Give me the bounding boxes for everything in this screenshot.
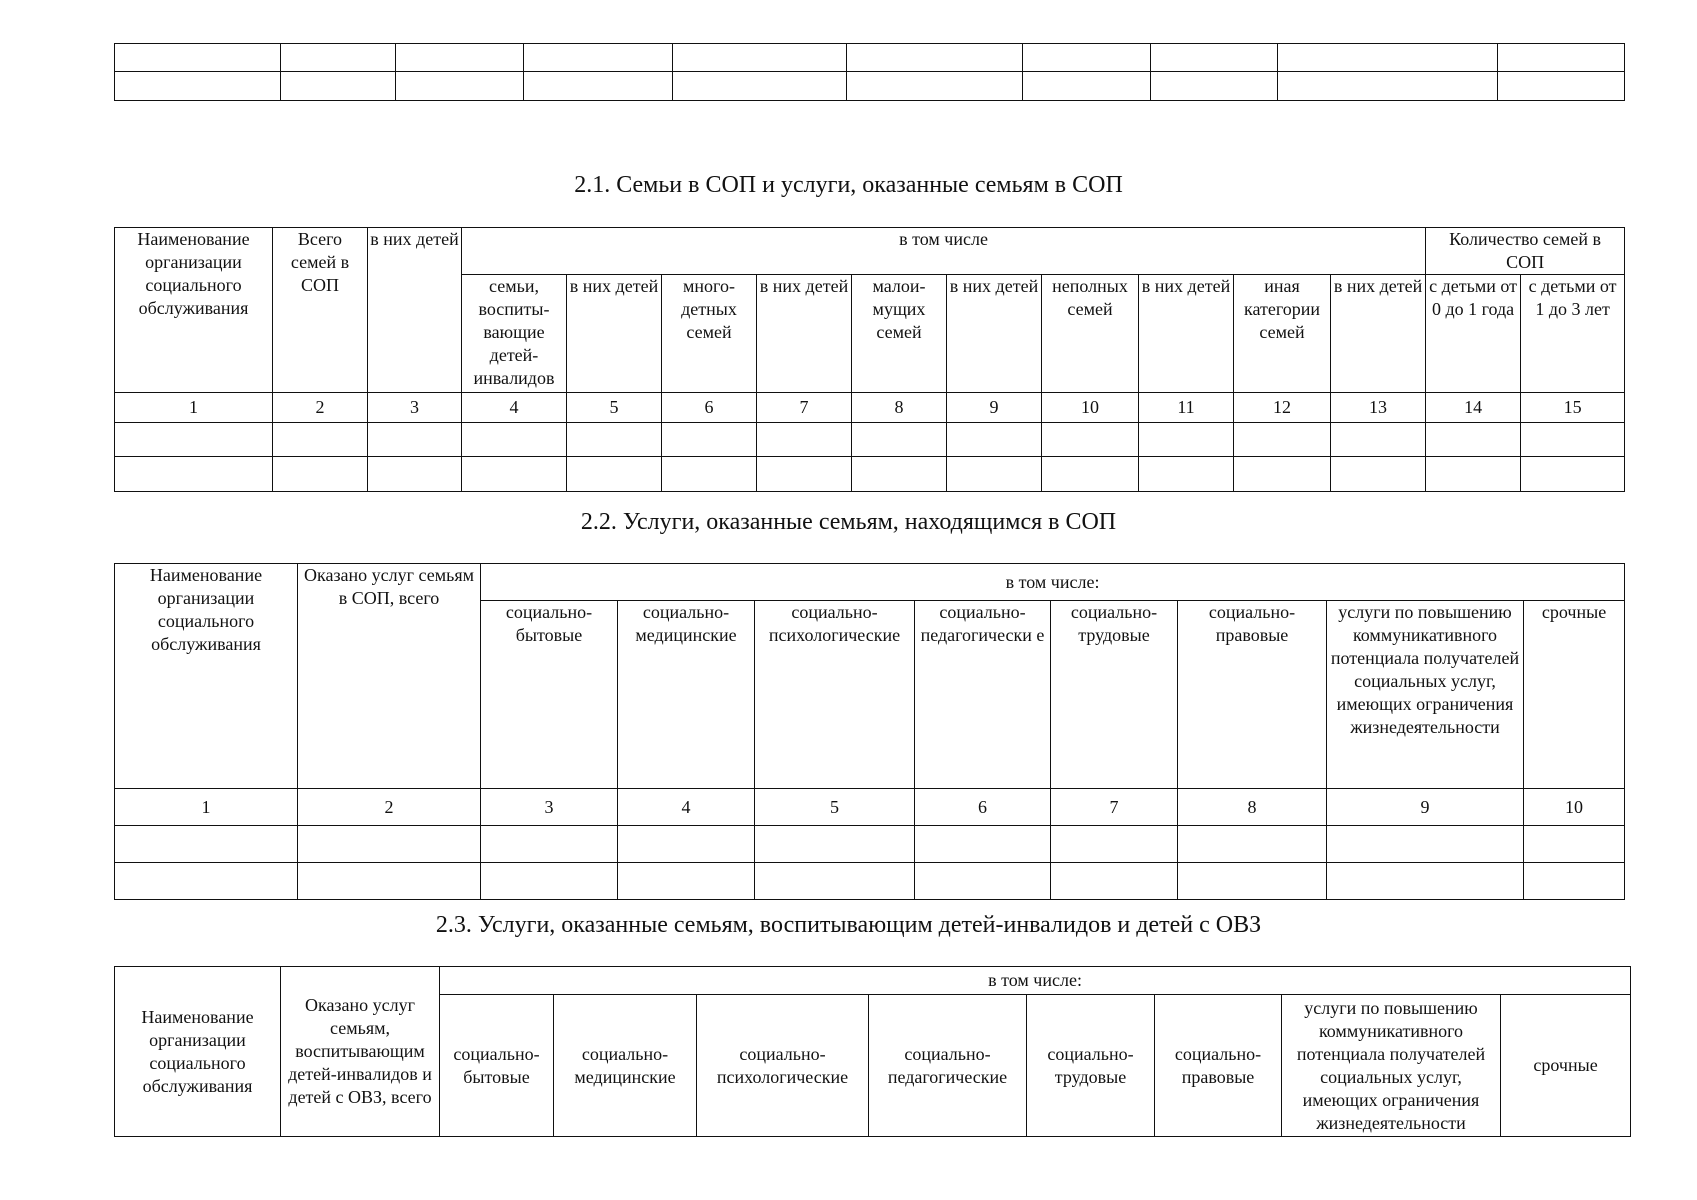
section-21-title: 2.1. Семьи в СОП и услуги, оказанные семьям в СОП (574, 172, 1123, 198)
column-number: 3 (368, 393, 462, 423)
cell (396, 72, 524, 101)
cell (1327, 826, 1524, 863)
cell (1234, 423, 1331, 457)
header-including: в том числе (462, 228, 1426, 275)
column-number: 10 (1524, 789, 1625, 826)
cell (1178, 863, 1327, 900)
column-number: 15 (1521, 393, 1625, 423)
column-number: 9 (1327, 789, 1524, 826)
subheader: с детьми от 0 до 1 года (1426, 275, 1521, 393)
subheader: семьи, воспиты-вающие детей-инвалидов (462, 275, 567, 393)
column-number: 4 (618, 789, 755, 826)
column-number: 3 (481, 789, 618, 826)
header-total-services: Оказано услуг семьям в СОП, всего (298, 564, 481, 789)
header-total-services: Оказано услуг семьям, воспитывающим детей-инвалидов и детей с ОВЗ, всего (281, 967, 440, 1137)
cell (1023, 44, 1151, 72)
cell (115, 72, 281, 101)
subheader: социально-бытовые (440, 995, 554, 1137)
cell (115, 863, 298, 900)
cell (1498, 44, 1625, 72)
column-number: 14 (1426, 393, 1521, 423)
subheader: социально-педагогические (869, 995, 1027, 1137)
top-partial-table (114, 43, 1625, 101)
cell (755, 826, 915, 863)
cell (273, 423, 368, 457)
header-including: в том числе: (481, 564, 1625, 601)
cell (567, 457, 662, 492)
section-23-table (114, 966, 1631, 1137)
cell (1331, 423, 1426, 457)
cell (481, 863, 618, 900)
subheader: услуги по повышению коммуникативного потенциала получателей социальных услуг, имеющих ограничения жизнедеятельности (1282, 995, 1501, 1137)
cell (396, 44, 524, 72)
cell (1498, 72, 1625, 101)
cell (462, 423, 567, 457)
section-23-title: 2.3. Услуги, оказанные семьям, воспитывающим детей-инвалидов и детей с ОВЗ (435, 912, 1262, 938)
cell (852, 423, 947, 457)
cell (662, 457, 757, 492)
cell (757, 423, 852, 457)
column-number: 2 (273, 393, 368, 423)
subheader: в них детей (1139, 275, 1234, 393)
cell (524, 72, 673, 101)
section-22-table (114, 563, 1625, 900)
table-row (115, 826, 1625, 863)
subheader: социально-медицинские (554, 995, 697, 1137)
cell (755, 863, 915, 900)
subheader: малои-мущих семей (852, 275, 947, 393)
cell (618, 826, 755, 863)
cell (1327, 863, 1524, 900)
cell (1426, 457, 1521, 492)
cell (281, 72, 396, 101)
cell (115, 44, 281, 72)
subheader: срочные (1524, 601, 1625, 789)
column-number: 8 (1178, 789, 1327, 826)
header-including: в том числе: (440, 967, 1631, 995)
cell (481, 826, 618, 863)
header-families-count: Количество семей в СОП (1426, 228, 1625, 275)
cell (1139, 457, 1234, 492)
cell (947, 457, 1042, 492)
cell (1178, 826, 1327, 863)
cell (1234, 457, 1331, 492)
subheader: социально-трудовые (1027, 995, 1155, 1137)
cell (567, 423, 662, 457)
header-org: Наименование организации социального обслуживания (115, 967, 281, 1137)
cell (298, 826, 481, 863)
column-number: 5 (755, 789, 915, 826)
header-total-families: Всего семей в СОП (273, 228, 368, 393)
cell (947, 423, 1042, 457)
column-number: 12 (1234, 393, 1331, 423)
cell (115, 457, 273, 492)
subheader: в них детей (1331, 275, 1426, 393)
cell (1426, 423, 1521, 457)
subheader: иная категории семей (1234, 275, 1331, 393)
subheader: неполных семей (1042, 275, 1139, 393)
header-children: в них детей (368, 228, 462, 393)
header-org: Наименование организации социального обслуживания (115, 228, 273, 393)
subheader: срочные (1501, 995, 1631, 1137)
cell (1051, 863, 1178, 900)
table-row (115, 863, 1625, 900)
cell (115, 423, 273, 457)
subheader: в них детей (947, 275, 1042, 393)
cell (273, 457, 368, 492)
subheader: социально-правовые (1178, 601, 1327, 789)
subheader: социально-бытовые (481, 601, 618, 789)
cell (1151, 72, 1278, 101)
cell (1042, 457, 1139, 492)
cell (1524, 826, 1625, 863)
cell (757, 457, 852, 492)
section-22-title: 2.2. Услуги, оказанные семьям, находящимся в СОП (580, 509, 1117, 535)
cell (1042, 423, 1139, 457)
subheader: социально-педагогически е (915, 601, 1051, 789)
table-row (115, 423, 1625, 457)
cell (462, 457, 567, 492)
column-number: 6 (662, 393, 757, 423)
column-number: 11 (1139, 393, 1234, 423)
cell (673, 72, 847, 101)
header-org: Наименование организации социального обслуживания (115, 564, 298, 789)
cell (298, 863, 481, 900)
column-number: 1 (115, 789, 298, 826)
section-21-table (114, 227, 1625, 492)
cell (281, 44, 396, 72)
subheader: с детьми от 1 до 3 лет (1521, 275, 1625, 393)
cell (1151, 44, 1278, 72)
cell (115, 826, 298, 863)
column-number: 9 (947, 393, 1042, 423)
subheader: социально-психологические (697, 995, 869, 1137)
cell (673, 44, 847, 72)
subheader: в них детей (757, 275, 852, 393)
cell (1139, 423, 1234, 457)
subheader: социально-медицинские (618, 601, 755, 789)
cell (1278, 72, 1498, 101)
cell (1521, 423, 1625, 457)
cell (368, 423, 462, 457)
cell (662, 423, 757, 457)
column-number: 10 (1042, 393, 1139, 423)
subheader: услуги по повышению коммуникативного потенциала получателей социальных услуг, имеющих ограничения жизнедеятельности (1327, 601, 1524, 789)
subheader: в них детей (567, 275, 662, 393)
subheader: социально-трудовые (1051, 601, 1178, 789)
cell (915, 826, 1051, 863)
column-number: 13 (1331, 393, 1426, 423)
column-number: 5 (567, 393, 662, 423)
cell (1023, 72, 1151, 101)
column-number: 4 (462, 393, 567, 423)
cell (852, 457, 947, 492)
cell (618, 863, 755, 900)
cell (1524, 863, 1625, 900)
column-number: 7 (1051, 789, 1178, 826)
cell (1521, 457, 1625, 492)
cell (368, 457, 462, 492)
column-number: 8 (852, 393, 947, 423)
cell (1051, 826, 1178, 863)
cell (1278, 44, 1498, 72)
table-row (115, 457, 1625, 492)
cell (847, 72, 1023, 101)
cell (915, 863, 1051, 900)
column-number: 2 (298, 789, 481, 826)
cell (847, 44, 1023, 72)
cell (524, 44, 673, 72)
column-number: 6 (915, 789, 1051, 826)
column-number: 7 (757, 393, 852, 423)
subheader: социально-психологические (755, 601, 915, 789)
subheader: социально-правовые (1155, 995, 1282, 1137)
subheader: много-детных семей (662, 275, 757, 393)
column-number: 1 (115, 393, 273, 423)
cell (1331, 457, 1426, 492)
